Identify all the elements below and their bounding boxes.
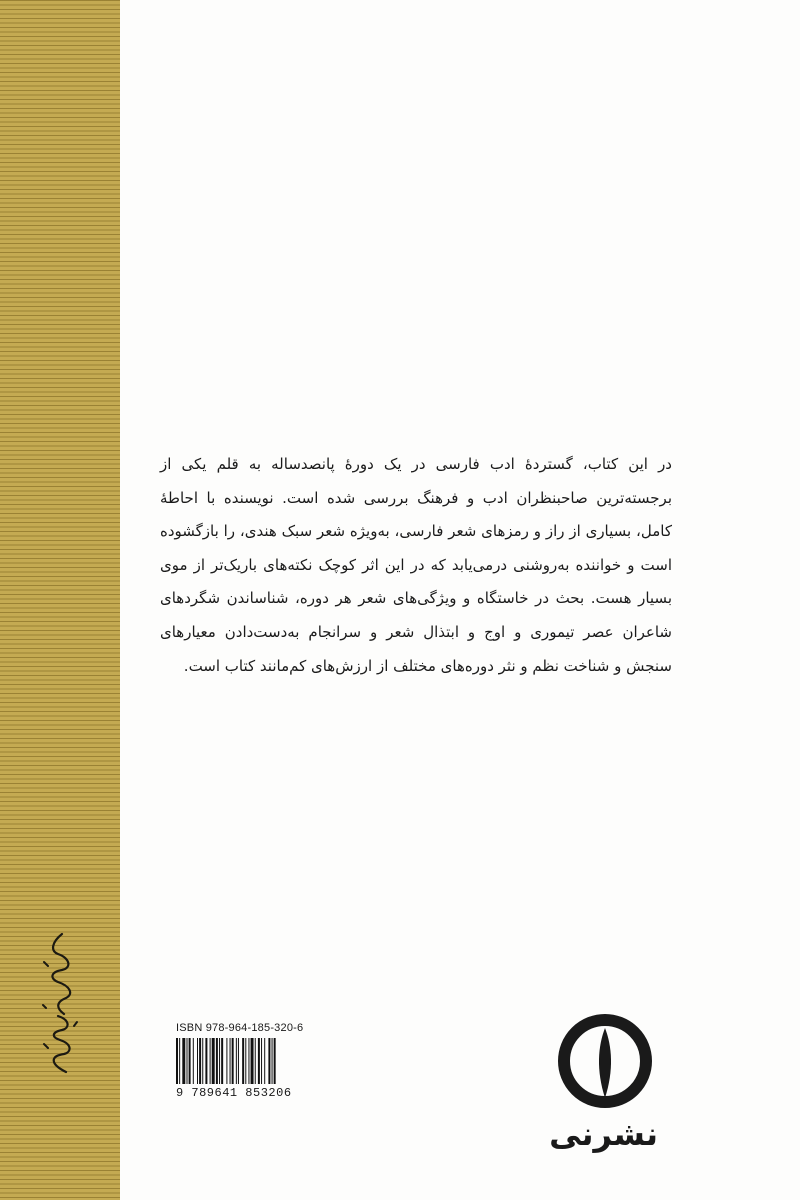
isbn-block <box>176 1022 316 1100</box>
barcode <box>176 1038 316 1084</box>
spine-stripe <box>0 0 120 1200</box>
back-cover-description: در این کتاب، گستردهٔ ادب فارسی در یک دورهٔ پانصدساله به قلم یکی از برجسته‌ترین صاحبنظران ادب و فرهنگ بررسی شده است. نویسنده با احاطهٔ کامل، بسیاری از راز و رمزهای شعر فارسی، به‌ویژه شعر سبک هندی، را بازگشوده است و خواننده به‌روشنی درمی‌یابد که در این اثر کوچک نکته‌های باریک‌تر از موی بسیار هست. بحث در خاستگاه و ویژگی‌های شعر هر دوره، شناساندن شگردهای شاعران عصر تیموری و اوج و ابتذال شعر و سرانجام به‌دست‌دادن معیارهای سنجش و شناخت نظم و نثر دوره‌های مختلف از ارزش‌های کم‌مانند کتاب است. <box>160 455 672 675</box>
publisher-name: نشرنی <box>549 1115 658 1153</box>
reed-logo-icon <box>552 1008 658 1114</box>
isbn-label: ISBN 978-964-185-320-6 <box>176 1022 304 1034</box>
author-signature <box>40 928 80 1078</box>
publisher-logo <box>549 1008 658 1158</box>
signature-graphic <box>40 928 80 1078</box>
barcode-digits: 9 789641 853206 <box>176 1086 292 1100</box>
